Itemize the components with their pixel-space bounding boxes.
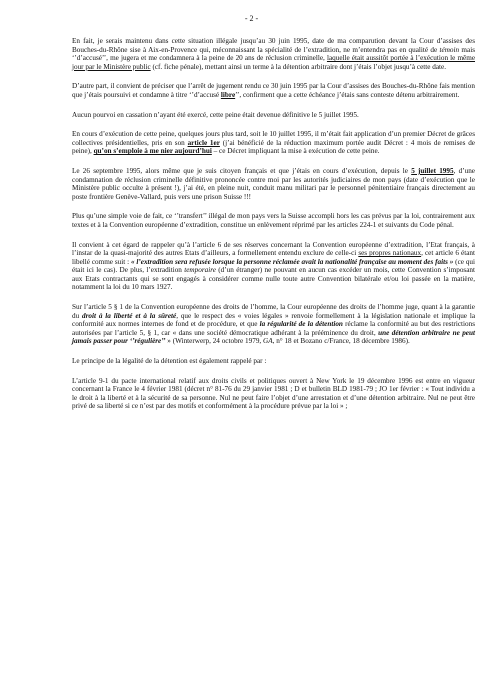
paragraph-4 bbox=[72, 130, 475, 156]
text: » (Winterwerp, 24 octobre 1979, bbox=[165, 337, 264, 346]
underline-execution-same-day: laquelle était aussitôt portée à l’exécution le même jour par le Ministère public bbox=[72, 54, 476, 71]
paragraph-7 bbox=[72, 241, 475, 293]
text: , que le respect des « voies légales » renvoie formellement à la législation nationale et implique la conformité aux normes internes de fond et de procédure, et que bbox=[72, 311, 476, 329]
text: Il convient à cet égard de rappeler qu’à l’article 6 de ses réserves concernant la Convention européenne d’extradition, l’Etat français, à l’instar de la quasi-majorité des autres Etats d’ailleurs, a formellement entendu exclure de celle-ci bbox=[72, 240, 475, 258]
text: , d’une condamnation de réclusion criminelle définitive prononcée contre moi par les autorités judiciaires de mon pays (date d’exécution que le Ministère public occulte à présent !), j’ai été, en pleine nuit, conduit manu militari par le personnel pénitentiaire français directement au poste frontière Genève-Vallard, puis vers une prison Suisse !!! bbox=[72, 166, 475, 201]
page-number: - 2 - bbox=[244, 14, 259, 23]
paragraph-5 bbox=[72, 167, 475, 201]
emphasis-temporaire: temporaire bbox=[184, 266, 216, 275]
text: Le principe de la légalité de la détention est également rappelé par : bbox=[72, 357, 267, 366]
text: – ce Décret impliquant la mise à exécution de cette peine. bbox=[211, 147, 380, 156]
text: (d’un étranger) ne pouvant en aucun cas excéder un mois, cette Convention s’imposant aux Etats contractants qui se sont engagés à considérer comme nulle toute autre Convention bilatérale et/ou loi passée en la matière, notamment la loi du 10 mars 1927. bbox=[72, 266, 475, 292]
quote-article-6: « l’extradition sera refusée lorsque la personne réclamée avait la nationalité française au moment des faits » bbox=[130, 257, 454, 266]
quote-detention-arbitraire: une détention arbitraire ne peut jamais passer pour ‘’régulière’’ bbox=[72, 328, 475, 346]
text: Sur l’article 5 § 1 de la Convention européenne des droits de l’homme, la Cour européenne des droits de l’homme juge, quant à la garantie du bbox=[72, 303, 475, 320]
paragraph-2 bbox=[72, 82, 475, 99]
text: En cours d’exécution de cette peine, quelques jours plus tard, soit le 10 juillet 1995, il m’était fait application d’un premier Décret de grâces collectives présidentielles, pris en son bbox=[72, 130, 475, 147]
emphasis-date: 5 juillet 1995 bbox=[411, 166, 454, 175]
paragraph-10 bbox=[72, 377, 475, 411]
text: , cet article 6 étant libellé comme suit : bbox=[72, 249, 475, 266]
text: (ce qui était ici le cas). De plus, l’extradition bbox=[72, 257, 475, 275]
text: (cf. fiche pénale), mettant ainsi un terme à la détention arbitraire dont j’étais l’objet jusqu’à cette date. bbox=[150, 62, 447, 71]
text: (j’ai bénéficié de la réduction maximum portée audit Décret : 4 mois de remises de peine), bbox=[72, 138, 475, 156]
text: L’article 9-1 du pacte international relatif aux droits civils et politiques ouvert à New York le 19 décembre 1996 est entre en vigueur concernant la France le 4 février 1981 (décret n° 81-76 du 29 janvier 1981 ; D et bulletin BLD 1981-79 ; JO 1er février : « Tout individu a le droit à la liberté et à la sécurité de sa personne. Nul ne peut faire l’objet d’une arrestation et d’une détention arbitraire. Nul ne peut être privé de sa liberté si ce n’est par des motifs et conformément à la procédure prévue par la loi » ; bbox=[72, 376, 475, 411]
underline-nationaux: ses propres nationaux bbox=[358, 249, 422, 258]
emphasis-denial: qu’on s’emploie à me nier aujourd’hui bbox=[93, 147, 212, 156]
paragraph-9 bbox=[72, 357, 475, 366]
emphasis-droit-liberte: droit à la liberté et à la sûreté bbox=[82, 311, 177, 320]
text: ’’, confirment que a cette échéance j’étais sans conteste détenu arbitrairement. bbox=[235, 90, 460, 99]
emphasis-libre: libre bbox=[220, 90, 236, 99]
emphasis-article-1: article 1er bbox=[187, 138, 220, 147]
text: En fait, je serais maintenu dans cette situation illégale jusqu’au 30 juin 1995, date de ma comparution devant la Cour d’assises des Bouches-du-Rhône sise à Aix-en-Provence qui, méconnaissant la spécialité de l’extradition, ne m’entendra pas en qualité de bbox=[72, 37, 475, 54]
text: Le 26 septembre 1995, alors même que je suis citoyen français et que j’étais en cours d’exécution, depuis le bbox=[72, 166, 412, 175]
emphasis-regularite: la régularité de la détention bbox=[259, 320, 343, 329]
text: , n° 18 et Bozano c/France, 18 décembre 1986). bbox=[272, 337, 410, 346]
paragraph-8 bbox=[72, 303, 475, 346]
text: D’autre part, il convient de préciser que l’arrêt de jugement rendu ce 30 juin 1995 par la Cour d’assises des Bouches-du-Rhône fais mention que j’étais poursuivi et condamne à titre ‘’d’accusé bbox=[72, 82, 475, 99]
text: mais ‘’d’accusé’’, me jugera et me condamnera à la peine de 20 ans de réclusion criminelle, bbox=[72, 45, 476, 63]
text: Plus qu’une simple voie de fait, ce ‘’transfert’’ illégal de mon pays vers la Suisse accompli hors les cas prévus par la loi, contrairement aux textes et à la Convention européenne d’extradition, constitue un enlèvement réprimé par les articles 224-1 et suivants du Code pénal. bbox=[72, 212, 475, 229]
paragraph-1 bbox=[72, 37, 475, 71]
text: réclame la conformité au but des restrictions autorisées par l’article 5, § 1, car « dans une société démocratique adhérant à la prééminence du droit, bbox=[72, 320, 475, 337]
emphasis-temoin: témoin bbox=[439, 45, 460, 54]
paragraph-3 bbox=[72, 111, 475, 120]
paragraph-6 bbox=[72, 212, 475, 229]
text: Aucun pourvoi en cassation n’ayant été exercé, cette peine était devenue définitive le 5 juillet 1995. bbox=[72, 110, 359, 119]
citation-ga: GA bbox=[263, 337, 273, 346]
